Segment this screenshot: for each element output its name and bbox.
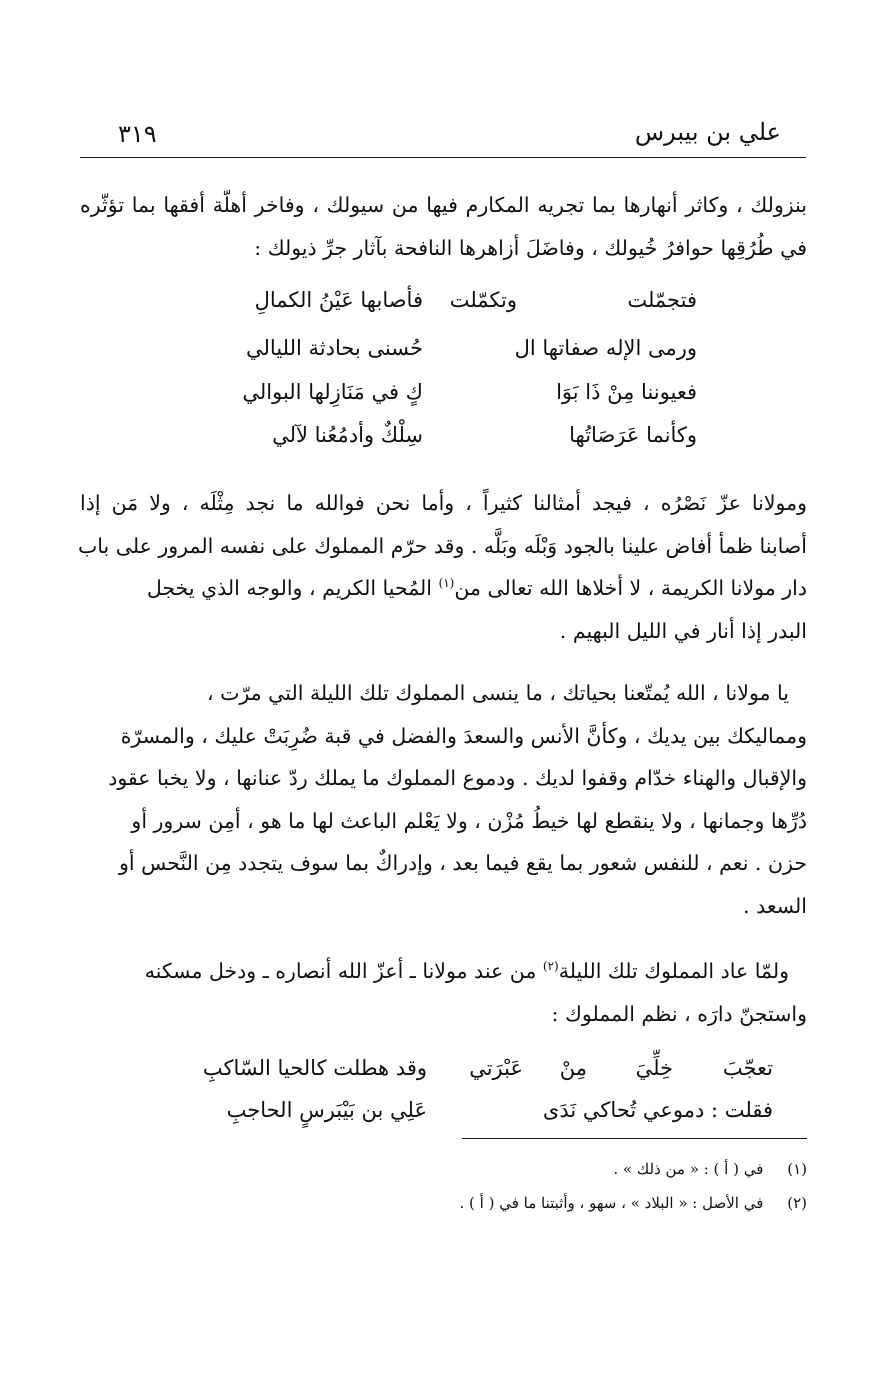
footnote-divider	[462, 1138, 807, 1139]
paragraph-1	[80, 184, 807, 269]
footnote-text: في ( أ ) : « من ذلك » .	[613, 1160, 764, 1178]
paragraph-4	[80, 950, 807, 1035]
footnote	[459, 1194, 807, 1212]
header-divider	[80, 157, 806, 158]
verse-hemistich-right: ورمى الإله صفاتها ال	[514, 336, 697, 360]
footnote-text: في الأصل : « البلاد » ، سهو ، وأثبتنا ما في ( أ ) .	[459, 1194, 764, 1212]
text-line: ومماليكك بين يديك ، وكأنَّ الأنس والسعدَ والفضل في قبة ضُرِبَتْ عليك ، والمسرّة	[120, 723, 807, 748]
text-run: من عند مولانا ـ أعزّ الله أنصاره ـ ودخل مسكنه	[144, 959, 537, 983]
verse-hemistich-left: وقد هطلت كالحيا السّاكبِ	[202, 1056, 427, 1080]
text-line: حزن . نعم ، للنفس شعور بما يقع فيما بعد ، وإدراكٌ بما سوف يتجدد مِن النَّحس أو	[118, 851, 807, 875]
text-line: بنزولك ، وكاثر أنهارها بما تجريه المكارم فيها من سيولك ، وفاخر أهلّة أفقها بما تؤثّره	[80, 193, 807, 217]
paragraph-3	[80, 672, 807, 927]
text-line: والإقبال والهناء خدّام وقفوا لديك . ودموع المملوك ما يملك ردّ عنانها ، ولا يخبا عقود	[108, 766, 807, 790]
text-run: دار مولانا الكريمة ، لا أخلاها الله تعالى من	[454, 576, 807, 600]
text-line: في طُرُقِها حوافرُ خُيولك ، وفاضَلَ أزاهرها النافحة بآثار جرِّ ذيولك :	[254, 235, 807, 260]
text-run: ولمّا عاد المملوك تلك الليلة	[558, 959, 789, 983]
footnote-number: (١)	[787, 1160, 807, 1178]
text-line: يا مولانا ، الله يُمتّعنا بحياتك ، ما ينسى المملوك تلك الليلة التي مرّت ،	[206, 681, 789, 705]
text-run: المُحيا الكريم ، والوجه الذي يخجل	[146, 576, 432, 600]
verse-hemistich-left: حُسنى بحادثة الليالي	[246, 336, 423, 360]
text-line: واستجنّ دارَه ، نظم المملوك :	[551, 1001, 807, 1026]
text-line	[80, 950, 807, 993]
verse-hemistich-right: وكأنما عَرَصَاتُها	[569, 423, 697, 447]
verse-word: خِلِّيَ	[635, 1056, 673, 1080]
verse-hemistich-left: عَلِي بن بَيْبَرسٍ الحاجبِ	[226, 1098, 427, 1122]
verse-hemistich-left: فأصابها عَيْنُ الكمالِ	[254, 288, 423, 312]
paragraph-2	[77, 482, 807, 652]
text-line: البدر إذا أنار في الليل البهيم .	[559, 618, 807, 643]
footnote-number: (٢)	[787, 1194, 807, 1212]
footnote-ref: (١)	[438, 576, 455, 591]
text-line: ومولانا عزّ نَصْرُه ، فيجد أمثالنا كثيراً ، وأما نحن فوالله ما نجد مِثْلَه ، ولا مَن إذا	[80, 491, 807, 515]
page-number: ٣١٩	[118, 120, 157, 148]
verse-hemistich-right: فعيوننا مِنْ ذَا بَوَا	[556, 380, 697, 404]
footnote	[613, 1160, 807, 1178]
text-line: أصابنا ظمأ أفاض علينا بالجود وَبْلَه وبَلَّه . وقد حرّم المملوك على نفسه المرور على باب	[77, 533, 807, 558]
verse-hemistich-right: فتجمّلت	[627, 288, 697, 312]
text-line: دُرِّها وجمانها ، ولا ينقطع لها خيطُ مُزْن ، ولا يَعْلم الباعث لها ما هو ، أمِن سرور أو	[131, 808, 807, 833]
verse-word: مِنْ	[559, 1056, 587, 1080]
verse-word: تعجّبَ	[722, 1056, 773, 1080]
text-line: السعد .	[743, 893, 807, 918]
text-line	[80, 567, 807, 610]
running-header-title: علي بن بيبرس	[634, 118, 781, 146]
footnote-ref: (٢)	[542, 959, 559, 974]
verse-word: عَبْرَتي	[469, 1056, 523, 1080]
verse-hemistich-left: سِلْكٌ وأدمُعُنا لآلي	[272, 423, 423, 447]
verse-hemistich-right: فقلت : دموعي تُحاكي نَدَى	[542, 1098, 773, 1122]
verse-hemistich-left: كٍ في مَنَازِلها البوالي	[242, 380, 423, 404]
verse-hemistich-mid: وتكمّلت	[449, 288, 517, 312]
